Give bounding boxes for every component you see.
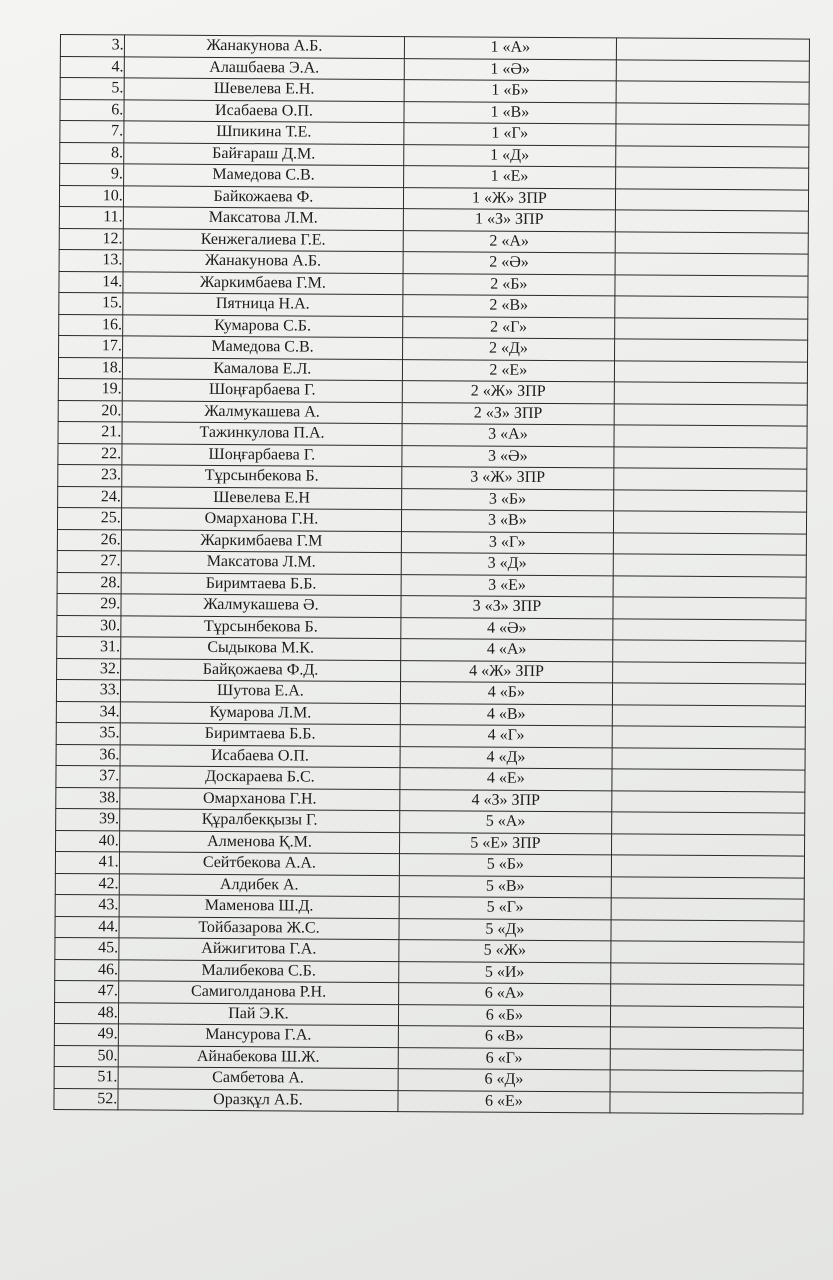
- class-label: 4 «В»: [400, 703, 612, 726]
- class-label: 2 «Е»: [403, 359, 615, 382]
- teacher-name: Шоңғарбаева Г.: [122, 379, 402, 402]
- class-label: 5 «А»: [400, 811, 612, 834]
- empty-cell: [615, 274, 808, 297]
- empty-cell: [615, 124, 808, 147]
- class-label: 4 «Ж» ЗПР: [401, 660, 613, 683]
- empty-cell: [612, 661, 805, 684]
- class-label: 1 «Д»: [404, 144, 616, 167]
- empty-cell: [614, 446, 807, 469]
- row-number: 7.: [60, 121, 124, 143]
- empty-cell: [611, 876, 804, 899]
- empty-cell: [616, 38, 809, 61]
- teacher-name: Омарханова Г.Н.: [120, 787, 400, 810]
- row-number: 22.: [58, 443, 122, 465]
- row-number: 23.: [58, 464, 122, 486]
- teacher-name: Тұрсынбекова Б.: [122, 465, 402, 488]
- empty-cell: [612, 618, 805, 641]
- row-number: 28.: [57, 572, 121, 594]
- teacher-name: Мансурова Г.А.: [118, 1024, 398, 1047]
- class-label: 2 «Б»: [403, 273, 615, 296]
- row-number: 35.: [56, 722, 120, 744]
- row-number: 43.: [55, 894, 119, 916]
- class-label: 4 «З» ЗПР: [400, 789, 612, 812]
- empty-cell: [611, 855, 804, 878]
- empty-cell: [612, 726, 805, 749]
- table-body: [54, 35, 810, 1115]
- class-label: 1 «Г»: [404, 123, 616, 146]
- empty-cell: [614, 382, 807, 405]
- empty-cell: [610, 962, 803, 985]
- class-label: 1 «Ж» ЗПР: [404, 187, 616, 210]
- empty-cell: [612, 683, 805, 706]
- row-number: 26.: [57, 529, 121, 551]
- empty-cell: [613, 468, 806, 491]
- teacher-name: Максатова Л.М.: [123, 207, 403, 230]
- row-number: 18.: [58, 357, 122, 379]
- empty-cell: [612, 704, 805, 727]
- empty-cell: [611, 898, 804, 921]
- empty-cell: [614, 403, 807, 426]
- empty-cell: [613, 554, 806, 577]
- teacher-name: Шоңғарбаева Г.: [122, 443, 402, 466]
- class-label: 3 «В»: [402, 510, 614, 533]
- empty-cell: [613, 597, 806, 620]
- class-label: 2 «В»: [403, 295, 615, 318]
- row-number: 32.: [57, 658, 121, 680]
- teacher-name: Кумарова Л.М.: [120, 701, 400, 724]
- teacher-name: Малибекова С.Б.: [118, 959, 398, 982]
- empty-cell: [610, 1027, 803, 1050]
- teacher-name: Алменова Қ.М.: [119, 830, 399, 853]
- class-label: 6 «Б»: [399, 1004, 611, 1027]
- empty-cell: [613, 511, 806, 534]
- teacher-name: Исабаева О.П.: [120, 744, 400, 767]
- teacher-name: Құралбекқызы Г.: [119, 809, 399, 832]
- teacher-name: Сыдыкова М.К.: [120, 637, 400, 660]
- table-row: [54, 1088, 803, 1114]
- row-number: 37.: [56, 765, 120, 787]
- empty-cell: [615, 253, 808, 276]
- teacher-name: Жанакунова А.Б.: [123, 250, 403, 273]
- row-number: 44.: [55, 916, 119, 938]
- empty-cell: [613, 532, 806, 555]
- row-number: 9.: [60, 164, 124, 186]
- teacher-name: Шевелева Е.Н: [121, 486, 401, 509]
- row-number: 24.: [58, 486, 122, 508]
- row-number: 33.: [56, 679, 120, 701]
- empty-cell: [614, 360, 807, 383]
- empty-cell: [615, 145, 808, 168]
- class-label: 4 «А»: [401, 639, 613, 662]
- row-number: 29.: [57, 593, 121, 615]
- empty-cell: [613, 489, 806, 512]
- class-label: 3 «Б»: [402, 488, 614, 511]
- row-number: 11.: [59, 206, 123, 228]
- class-label: 3 «А»: [402, 424, 614, 447]
- teacher-name: Самбетова А.: [118, 1067, 398, 1090]
- row-number: 10.: [59, 185, 123, 207]
- teacher-name: Байкожаева Ф.: [123, 185, 403, 208]
- empty-cell: [611, 812, 804, 835]
- teacher-name: Кумарова С.Б.: [122, 314, 402, 337]
- teacher-name: Омарханова Г.Н.: [121, 508, 401, 531]
- class-label: 2 «Г»: [403, 316, 615, 339]
- empty-cell: [614, 425, 807, 448]
- row-number: 48.: [54, 1002, 118, 1024]
- teacher-name: Байқожаева Ф.Д.: [120, 658, 400, 681]
- teacher-name: Шевелева Е.Н.: [124, 78, 404, 101]
- row-number: 21.: [58, 421, 122, 443]
- empty-cell: [616, 102, 809, 125]
- teacher-name: Тажинкулова П.А.: [122, 422, 402, 445]
- teacher-name: Камалова Е.Л.: [122, 357, 402, 380]
- row-number: 42.: [55, 873, 119, 895]
- empty-cell: [610, 1070, 803, 1093]
- row-number: 41.: [55, 851, 119, 873]
- class-label: 3 «Е»: [401, 574, 613, 597]
- empty-cell: [611, 790, 804, 813]
- empty-cell: [613, 575, 806, 598]
- row-number: 40.: [56, 830, 120, 852]
- empty-cell: [612, 640, 805, 663]
- empty-cell: [615, 210, 808, 233]
- class-label: 4 «Д»: [400, 746, 612, 769]
- class-label: 4 «Г»: [400, 725, 612, 748]
- empty-cell: [610, 984, 803, 1007]
- class-label: 1 «В»: [404, 101, 616, 124]
- row-number: 20.: [58, 400, 122, 422]
- row-number: 8.: [60, 142, 124, 164]
- teacher-name: Шутова Е.А.: [120, 680, 400, 703]
- class-label: 2 «З» ЗПР: [402, 402, 614, 425]
- class-label: 6 «В»: [398, 1026, 610, 1049]
- row-number: 6.: [60, 99, 124, 121]
- row-number: 45.: [55, 937, 119, 959]
- empty-cell: [615, 167, 808, 190]
- class-label: 3 «Ж» ЗПР: [402, 467, 614, 490]
- row-number: 27.: [57, 550, 121, 572]
- class-label: 1 «Ә»: [404, 58, 616, 81]
- empty-cell: [612, 747, 805, 770]
- teacher-name: Жаркимбаева Г.М: [121, 529, 401, 552]
- teacher-name: Пятница Н.А.: [123, 293, 403, 316]
- teacher-name: Шпикина Т.Е.: [124, 121, 404, 144]
- row-number: 39.: [56, 808, 120, 830]
- class-label: 1 «А»: [404, 37, 616, 60]
- teacher-name: Максатова Л.М.: [121, 551, 401, 574]
- class-label: 6 «А»: [399, 983, 611, 1006]
- teacher-name: Кенжегалиева Г.Е.: [123, 228, 403, 251]
- class-label: 1 «Б»: [404, 80, 616, 103]
- empty-cell: [610, 1048, 803, 1071]
- class-label: 1 «Е»: [404, 166, 616, 189]
- row-number: 3.: [60, 35, 124, 57]
- class-label: 5 «В»: [399, 875, 611, 898]
- teacher-name: Жалмукашева А.: [122, 400, 402, 423]
- teacher-name: Айнабекова Ш.Ж.: [118, 1045, 398, 1068]
- empty-cell: [614, 296, 807, 319]
- row-number: 50.: [54, 1045, 118, 1067]
- empty-cell: [611, 919, 804, 942]
- row-number: 47.: [55, 980, 119, 1002]
- class-label: 5 «И»: [399, 961, 611, 984]
- teacher-name: Самиголданова Р.Н.: [118, 981, 398, 1004]
- empty-cell: [610, 941, 803, 964]
- empty-cell: [615, 231, 808, 254]
- class-label: 5 «Д»: [399, 918, 611, 941]
- teacher-name: Тұрсынбекова Б.: [121, 615, 401, 638]
- teacher-name: Биримтаева Б.Б.: [120, 723, 400, 746]
- class-label: 3 «Г»: [401, 531, 613, 554]
- row-number: 13.: [59, 249, 123, 271]
- class-label: 1 «З» ЗПР: [403, 209, 615, 232]
- row-number: 17.: [59, 335, 123, 357]
- row-number: 25.: [57, 507, 121, 529]
- teacher-name: Биримтаева Б.Б.: [121, 572, 401, 595]
- row-number: 49.: [54, 1023, 118, 1045]
- class-label: 5 «Е» ЗПР: [400, 832, 612, 855]
- empty-cell: [610, 1005, 803, 1028]
- row-number: 34.: [56, 701, 120, 723]
- empty-cell: [615, 188, 808, 211]
- class-label: 4 «Е»: [400, 768, 612, 791]
- teacher-name: Маменова Ш.Д.: [119, 895, 399, 918]
- row-number: 5.: [60, 78, 124, 100]
- row-number: 38.: [56, 787, 120, 809]
- teacher-name: Мамедова С.В.: [122, 336, 402, 359]
- row-number: 52.: [54, 1088, 118, 1110]
- row-number: 36.: [56, 744, 120, 766]
- class-label: 5 «Б»: [399, 854, 611, 877]
- teacher-name: Пай Э.К.: [118, 1002, 398, 1025]
- teacher-name: Оразқұл А.Б.: [118, 1088, 398, 1111]
- row-number: 14.: [59, 271, 123, 293]
- teacher-class-table: [53, 34, 810, 1115]
- teacher-name: Исабаева О.П.: [124, 99, 404, 122]
- class-label: 5 «Ж»: [399, 940, 611, 963]
- class-label: 2 «Ж» ЗПР: [402, 381, 614, 404]
- row-number: 15.: [59, 292, 123, 314]
- empty-cell: [616, 59, 809, 82]
- teacher-name: Алдибек А.: [119, 873, 399, 896]
- class-label: 4 «Ә»: [401, 617, 613, 640]
- class-label: 6 «Г»: [398, 1047, 610, 1070]
- teacher-name: Айжигитова Г.А.: [119, 938, 399, 961]
- empty-cell: [612, 769, 805, 792]
- row-number: 31.: [57, 636, 121, 658]
- class-label: 2 «Д»: [403, 338, 615, 361]
- class-label: 3 «З» ЗПР: [401, 596, 613, 619]
- class-label: 2 «А»: [403, 230, 615, 253]
- class-label: 6 «Е»: [398, 1090, 610, 1113]
- row-number: 30.: [57, 615, 121, 637]
- empty-cell: [614, 339, 807, 362]
- row-number: 19.: [58, 378, 122, 400]
- row-number: 12.: [59, 228, 123, 250]
- teacher-name: Байғараш Д.М.: [123, 142, 403, 165]
- empty-cell: [611, 833, 804, 856]
- teacher-name: Жалмукашева Ә.: [121, 594, 401, 617]
- teacher-name: Тойбазарова Ж.С.: [119, 916, 399, 939]
- teacher-name: Алашбаева Э.А.: [124, 56, 404, 79]
- empty-cell: [614, 317, 807, 340]
- empty-cell: [610, 1091, 803, 1114]
- row-number: 16.: [59, 314, 123, 336]
- row-number: 51.: [54, 1066, 118, 1088]
- teacher-name: Сейтбекова А.А.: [119, 852, 399, 875]
- teacher-name: Жанакунова А.Б.: [124, 35, 404, 58]
- class-label: 3 «Д»: [401, 553, 613, 576]
- class-label: 5 «Г»: [399, 897, 611, 920]
- empty-cell: [616, 81, 809, 104]
- class-label: 6 «Д»: [398, 1069, 610, 1092]
- row-number: 46.: [55, 959, 119, 981]
- teacher-name: Доскараева Б.С.: [120, 766, 400, 789]
- class-label: 2 «Ә»: [403, 252, 615, 275]
- class-label: 3 «Ә»: [402, 445, 614, 468]
- teacher-name: Мамедова С.В.: [123, 164, 403, 187]
- class-label: 4 «Б»: [401, 682, 613, 705]
- teacher-name: Жаркимбаева Г.М.: [123, 271, 403, 294]
- row-number: 4.: [60, 56, 124, 78]
